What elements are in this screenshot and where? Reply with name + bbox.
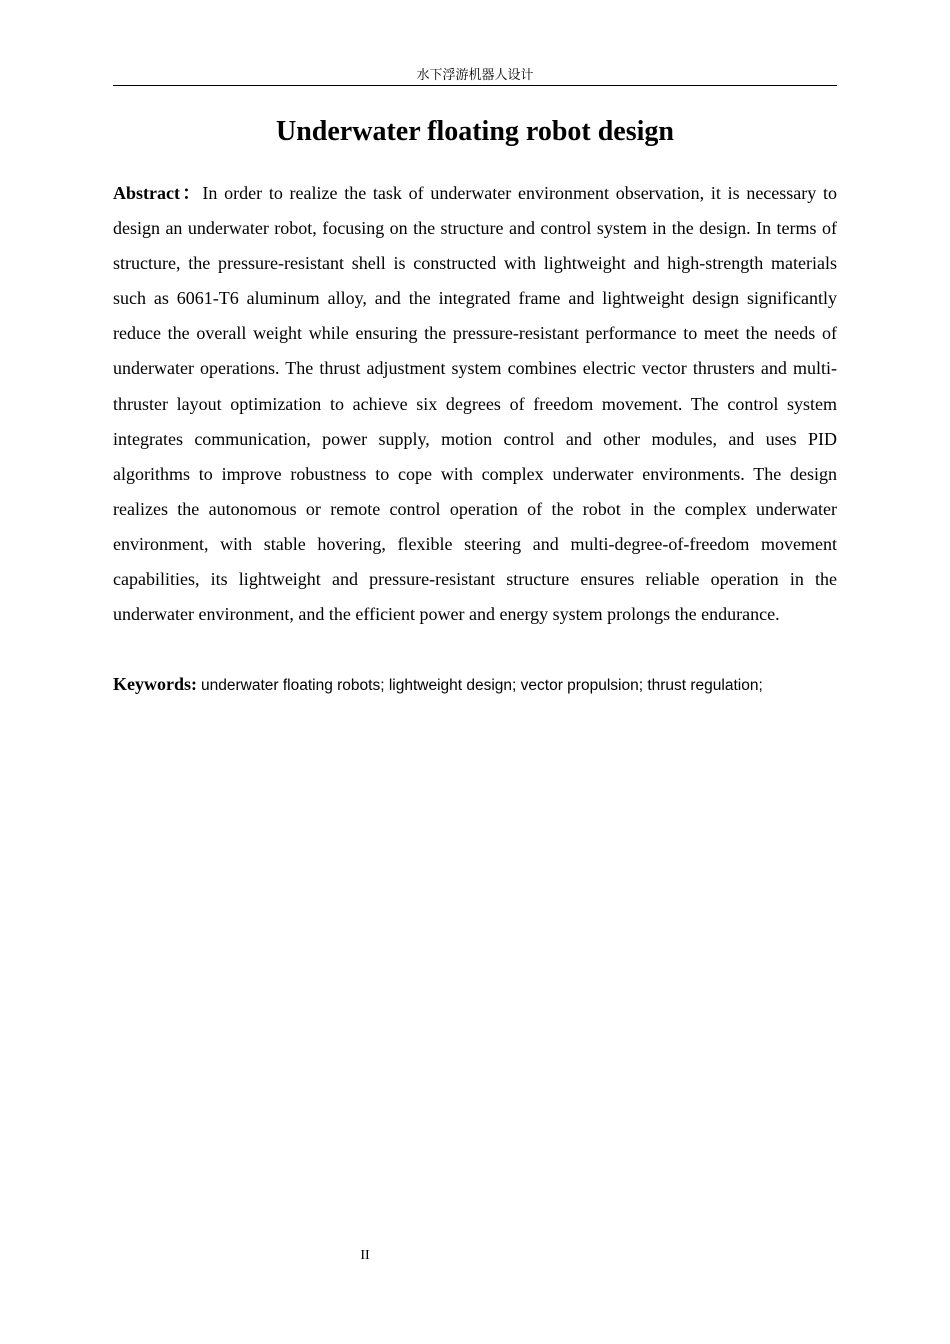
keywords-line: [113, 670, 837, 700]
abstract-paragraph: [113, 176, 837, 632]
keywords-text: underwater floating robots; lightweight design; vector propulsion; thrust regulation;: [201, 677, 763, 694]
running-header: 水下浮游机器人设计: [416, 68, 534, 83]
abstract-text: In order to realize the task of underwater environment observation, it is necessary to design an underwater robot, focusing on the structure and control system in the design. In terms of structure, the pressure-resistant shell is constructed with lightweight and high-strength materials such as 6061-T6 aluminum alloy, and the integrated frame and lightweight design significantly reduce the overall weight while ensuring the pressure-resistant performance to meet the needs of underwater operations. The thrust adjustment system combines electric vector thrusters and multi-thruster layout optimization to achieve six degrees of freedom movement. The control system integrates communication, power supply, motion control and other modules, and uses PID algorithms to improve robustness to cope with complex underwater environments. The design realizes the autonomous or remote control operation of the robot in the complex underwater environment, with stable hovering, flexible steering and multi-degree-of-freedom movement capabilities, its lightweight and pressure-resistant structure ensures reliable operation in the underwater environment, and the efficient power and energy system prolongs the endurance.: [113, 183, 837, 625]
document-title: Underwater floating robot design: [276, 116, 674, 147]
header-rule: [113, 85, 837, 86]
abstract-label: Abstract：: [113, 183, 203, 203]
page-number: II: [360, 1248, 370, 1263]
keywords-label: Keywords:: [113, 674, 197, 694]
